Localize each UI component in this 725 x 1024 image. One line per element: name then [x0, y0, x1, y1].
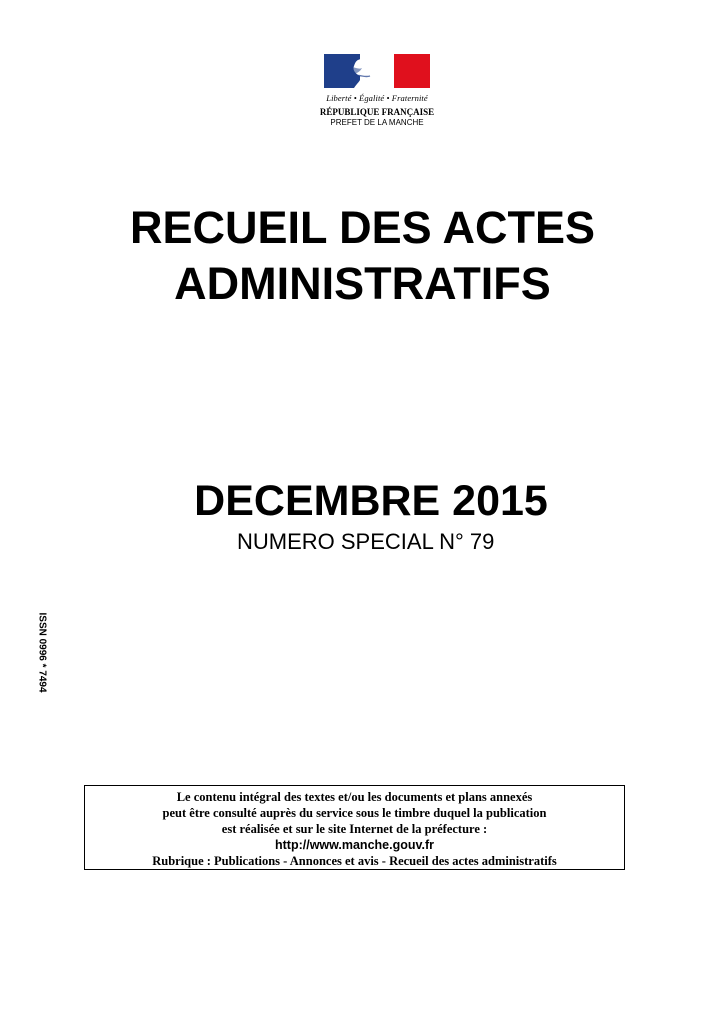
notice-line-3: est réalisée et sur le site Internet de la préfecture : [221, 822, 488, 836]
french-flag-icon [324, 54, 430, 88]
prefecture-website-link[interactable]: http://www.manche.gouv.fr [274, 838, 435, 852]
marianne-logo [318, 54, 436, 127]
document-title-line-2: ADMINISTRATIFS [174, 258, 551, 309]
issue-month: DECEMBRE 2015 [194, 477, 548, 525]
issn-label: ISSN 0996 * 7494 [36, 612, 48, 693]
document-title-line-1: RECUEIL DES ACTES [129, 202, 596, 253]
republic-name: RÉPUBLIQUE FRANÇAISE [319, 107, 435, 117]
notice-line-5: Rubrique : Publications - Annonces et avis - Recueil des actes administratifs [152, 854, 557, 868]
notice-line-2: peut être consulté auprès du service sous le timbre duquel la publication [162, 806, 547, 820]
notice-line-1: Le contenu intégral des textes et/ou les documents et plans annexés [176, 790, 533, 804]
special-issue-number: NUMERO SPECIAL N° 79 [237, 529, 495, 554]
marianne-profile-icon [348, 54, 406, 88]
republic-motto: Liberté • Égalité • Fraternité [326, 93, 428, 103]
notice-box [84, 785, 625, 870]
prefecture-name: PREFET DE LA MANCHE [330, 118, 424, 127]
